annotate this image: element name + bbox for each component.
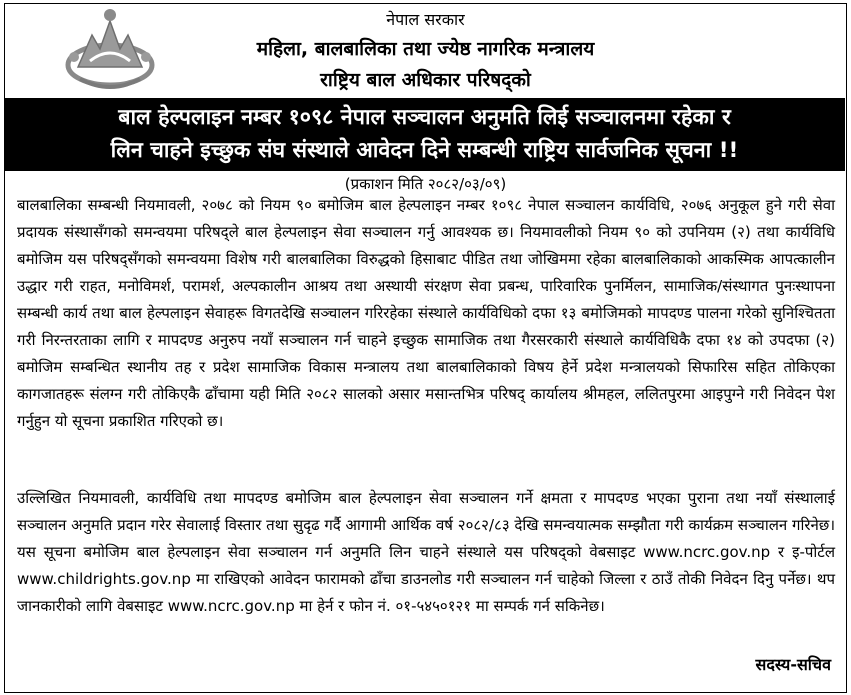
- government-name: नेपाल सरकार: [386, 10, 465, 29]
- notice-paragraph-2: उल्लिखित नियमावली, कार्यविधि तथा मापदण्ड बमोजिम बाल हेल्पलाइन सेवा सञ्चालन गर्ने क्षमता र मापदण्ड भएका पुराना तथा नयाँ संस्थालाई सञ्चालन अनुमति प्रदान गरेर सेवालाई विस्तार तथा सुदृढ गर्दै आगामी आर्थिक वर्ष २०८२/८३ देखि समन्वयात्मक सम्झौता गरी कार्यक्रम सञ्चालन गरिनेछ। यस सूचना बमोजिम बाल हेल्पलाइन सेवा सञ्चालन गर्न अनुमति लिन चाहने संस्थाले यस परिषद्को वेबसाइट www.ncrc.gov.np र इ-पोर्टल www.childrights.gov.np मा राखिएको आवेदन फारामको ढाँचा डाउनलोड गरी सञ्चालन गर्न चाहेको जिल्ला र ठाउँ तोकी निवेदन दिनु पर्नेछ। थप जानकारीको लागि वेबसाइट www.ncrc.gov.np मा हेर्न र फोन नं. ०१-५४५०१२१ मा सम्पर्क गर्न सकिनेछ।: [17, 489, 835, 615]
- ministry-name: महिला, बालबालिका तथा ज्येष्ठ नागरिक मन्त्रालय: [256, 38, 595, 60]
- notice-paragraph-1: बालबालिका सम्बन्धी नियमावली, २०७८ को नियम ९० बमोजिम बाल हेल्पलाइन नम्बर १०९८ नेपाल सञ्चालन कार्यविधि, २०७६ अनुकूल हुने गरी सेवा प्रदायक संस्थासँगको समन्वयमा परिषद्ले बाल हेल्पलाइन सेवा सञ्चालन गर्नु आवश्यक छ। नियमावलीको नियम ९० को उपनियम (२) तथा कार्यविधि बमोजिम यस परिषद्सँगको समन्वयमा विशेष गरी बालबालिका विरुद्धको हिसाबाट पीडित तथा जोखिममा रहेका बालबालिकाको आकस्मिक आपत्कालीन उद्धार गरी राहत, मनोविमर्श, परामर्श, अल्पकालीन आश्रय तथा अस्थायी संरक्षण सेवा प्रबन्ध, पारिवारिक पुनर्मिलन, सामाजिक/संस्थागत पुनःस्थापना सम्बन्धी कार्य तथा बाल हेल्पलाइन सेवाहरू विगतदेखि सञ्चालन गरिरहेका संस्थाले कार्यविधिको दफा १३ बमोजिमको मापदण्ड पालना गरेको सुनिश्चितता गरी निरन्तरताका लागि र मापदण्ड अनुरुप नयाँ सञ्चालन गर्न चाहने इच्छुक सामाजिक तथा गैरसरकारी संस्थाले कार्यविधिकै दफा १४ को उपदफा (२) बमोजिम सम्बन्धित स्थानीय तह र प्रदेश सामाजिक विकास मन्त्रालय तथा बालबालिकाको विषय हेर्ने प्रदेश मन्त्रालयको सिफारिस सहित तोकिएका कागजातहरू संलग्न गरी तोकिएकै ढाँचामा यही मिति २०८२ सालको असार मसान्तभित्र परिषद् कार्यालय श्रीमहल, ललितपुरमा आइपुग्ने गरी निवेदन पेश गर्नुहुन यो सूचना प्रकाशित गरिएको छ।: [17, 196, 835, 430]
- notice-title-line-1: बाल हेल्पलाइन नम्बर १०९८ नेपाल सञ्चालन अनुमति लिई सञ्चालनमा रहेका र: [118, 105, 731, 130]
- notice-title-line-2: लिन चाहने इच्छुक संघ संस्थाले आवेदन दिने सम्बन्धी राष्ट्रिय सार्वजनिक सूचना !!: [110, 138, 739, 163]
- publication-date: (प्रकाशन मिति २०८२/०३/०९): [344, 175, 507, 193]
- signatory-title: सदस्य-सचिव: [755, 655, 831, 674]
- notice-title-banner: [4, 98, 845, 171]
- council-name: राष्ट्रिय बाल अधिकार परिषद्को: [320, 69, 531, 91]
